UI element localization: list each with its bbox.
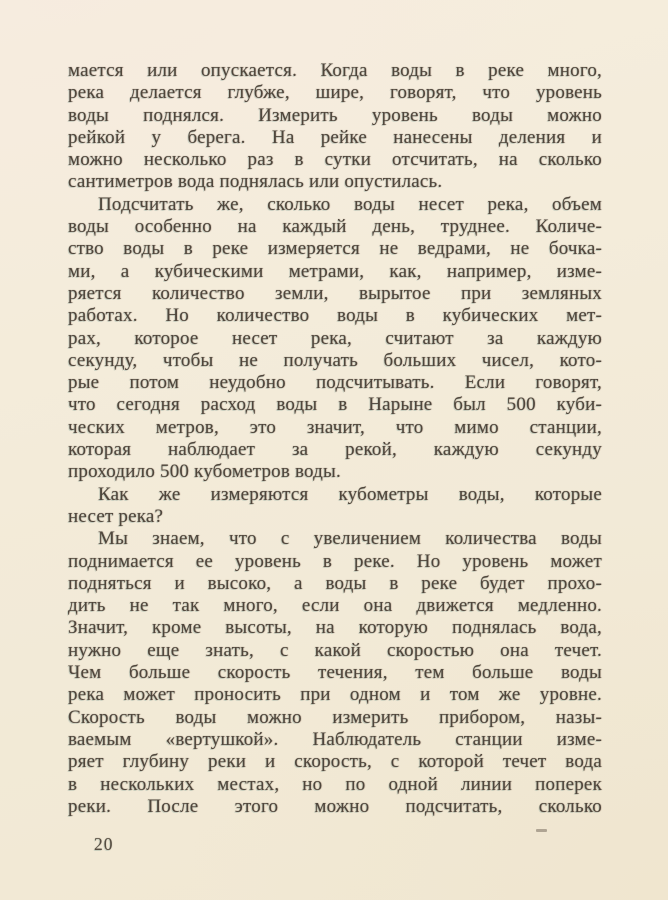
text-line: нужно еще знать, с какой скоростью она течет. <box>68 639 602 661</box>
text-line: можно несколько раз в сутки отсчитать, на сколько <box>68 149 602 171</box>
text-line: ряет глубину реки и скорость, с которой течет вода <box>68 751 602 773</box>
page-text <box>68 60 602 818</box>
text-line: рах, которое несет река, считают за каждую <box>68 327 602 349</box>
text-line: работах. Но количество воды в кубических мет- <box>68 305 602 327</box>
text-line: река может проносить при одном и том же уровне. <box>68 684 602 706</box>
text-line: несет река? <box>68 505 164 527</box>
text-line: которая наблюдает за рекой, каждую секунду <box>68 439 602 461</box>
text-line: Как же измеряются кубометры воды, которые <box>98 483 602 505</box>
text-line: проходило 500 кубометров воды. <box>68 461 341 483</box>
text-line: Значит, кроме высоты, на которую поднялась вода, <box>68 617 602 639</box>
text-line: ческих метров, это значит, что мимо станции, <box>68 416 602 438</box>
page-number: 20 <box>94 834 114 854</box>
text-line: ство воды в реке измеряется не ведрами, не бочка- <box>68 238 602 260</box>
text-line: рейкой у берега. На рейке нанесены деления и <box>68 126 602 148</box>
text-line: секунду, чтобы не получать больших чисел, кото- <box>68 349 602 371</box>
text-line: Скорость воды можно измерить прибором, назы- <box>68 706 602 728</box>
text-line: река делается глубже, шире, говорят, что уровень <box>68 82 602 104</box>
text-line: сантиметров вода поднялась или опустилась. <box>68 171 443 193</box>
text-line: Подсчитать же, сколько воды несет река, объем <box>98 193 602 215</box>
text-line: поднимается ее уровень в реке. Но уровень может <box>68 550 602 572</box>
text-line: ряется количество земли, вырытое при земляных <box>68 282 602 304</box>
text-line: что сегодня расход воды в Нарыне был 500 куби- <box>68 394 602 416</box>
text-line: Чем больше скорость течения, тем больше воды <box>68 662 602 684</box>
text-line: реки. После этого можно подсчитать, сколько <box>68 795 602 817</box>
text-line: Мы знаем, что с увеличением количества воды <box>98 528 602 550</box>
print-artifact-dash <box>536 829 547 832</box>
text-line: ми, а кубическими метрами, как, например, изме- <box>68 260 602 282</box>
text-line: рые потом неудобно подсчитывать. Если говорят, <box>68 372 602 394</box>
text-line: в нескольких местах, но по одной линии поперек <box>68 773 602 795</box>
text-line: воды особенно на каждый день, труднее. Количе- <box>68 216 602 238</box>
text-line: дить не так много, если она движется медленно. <box>68 595 602 617</box>
text-line: ваемым «вертушкой». Наблюдатель станции изме- <box>68 728 602 750</box>
text-line: подняться и высоко, а воды в реке будет прохо- <box>68 572 602 594</box>
text-line: воды поднялся. Измерить уровень воды можно <box>68 104 602 126</box>
text-line: мается или опускается. Когда воды в реке много, <box>68 60 602 81</box>
